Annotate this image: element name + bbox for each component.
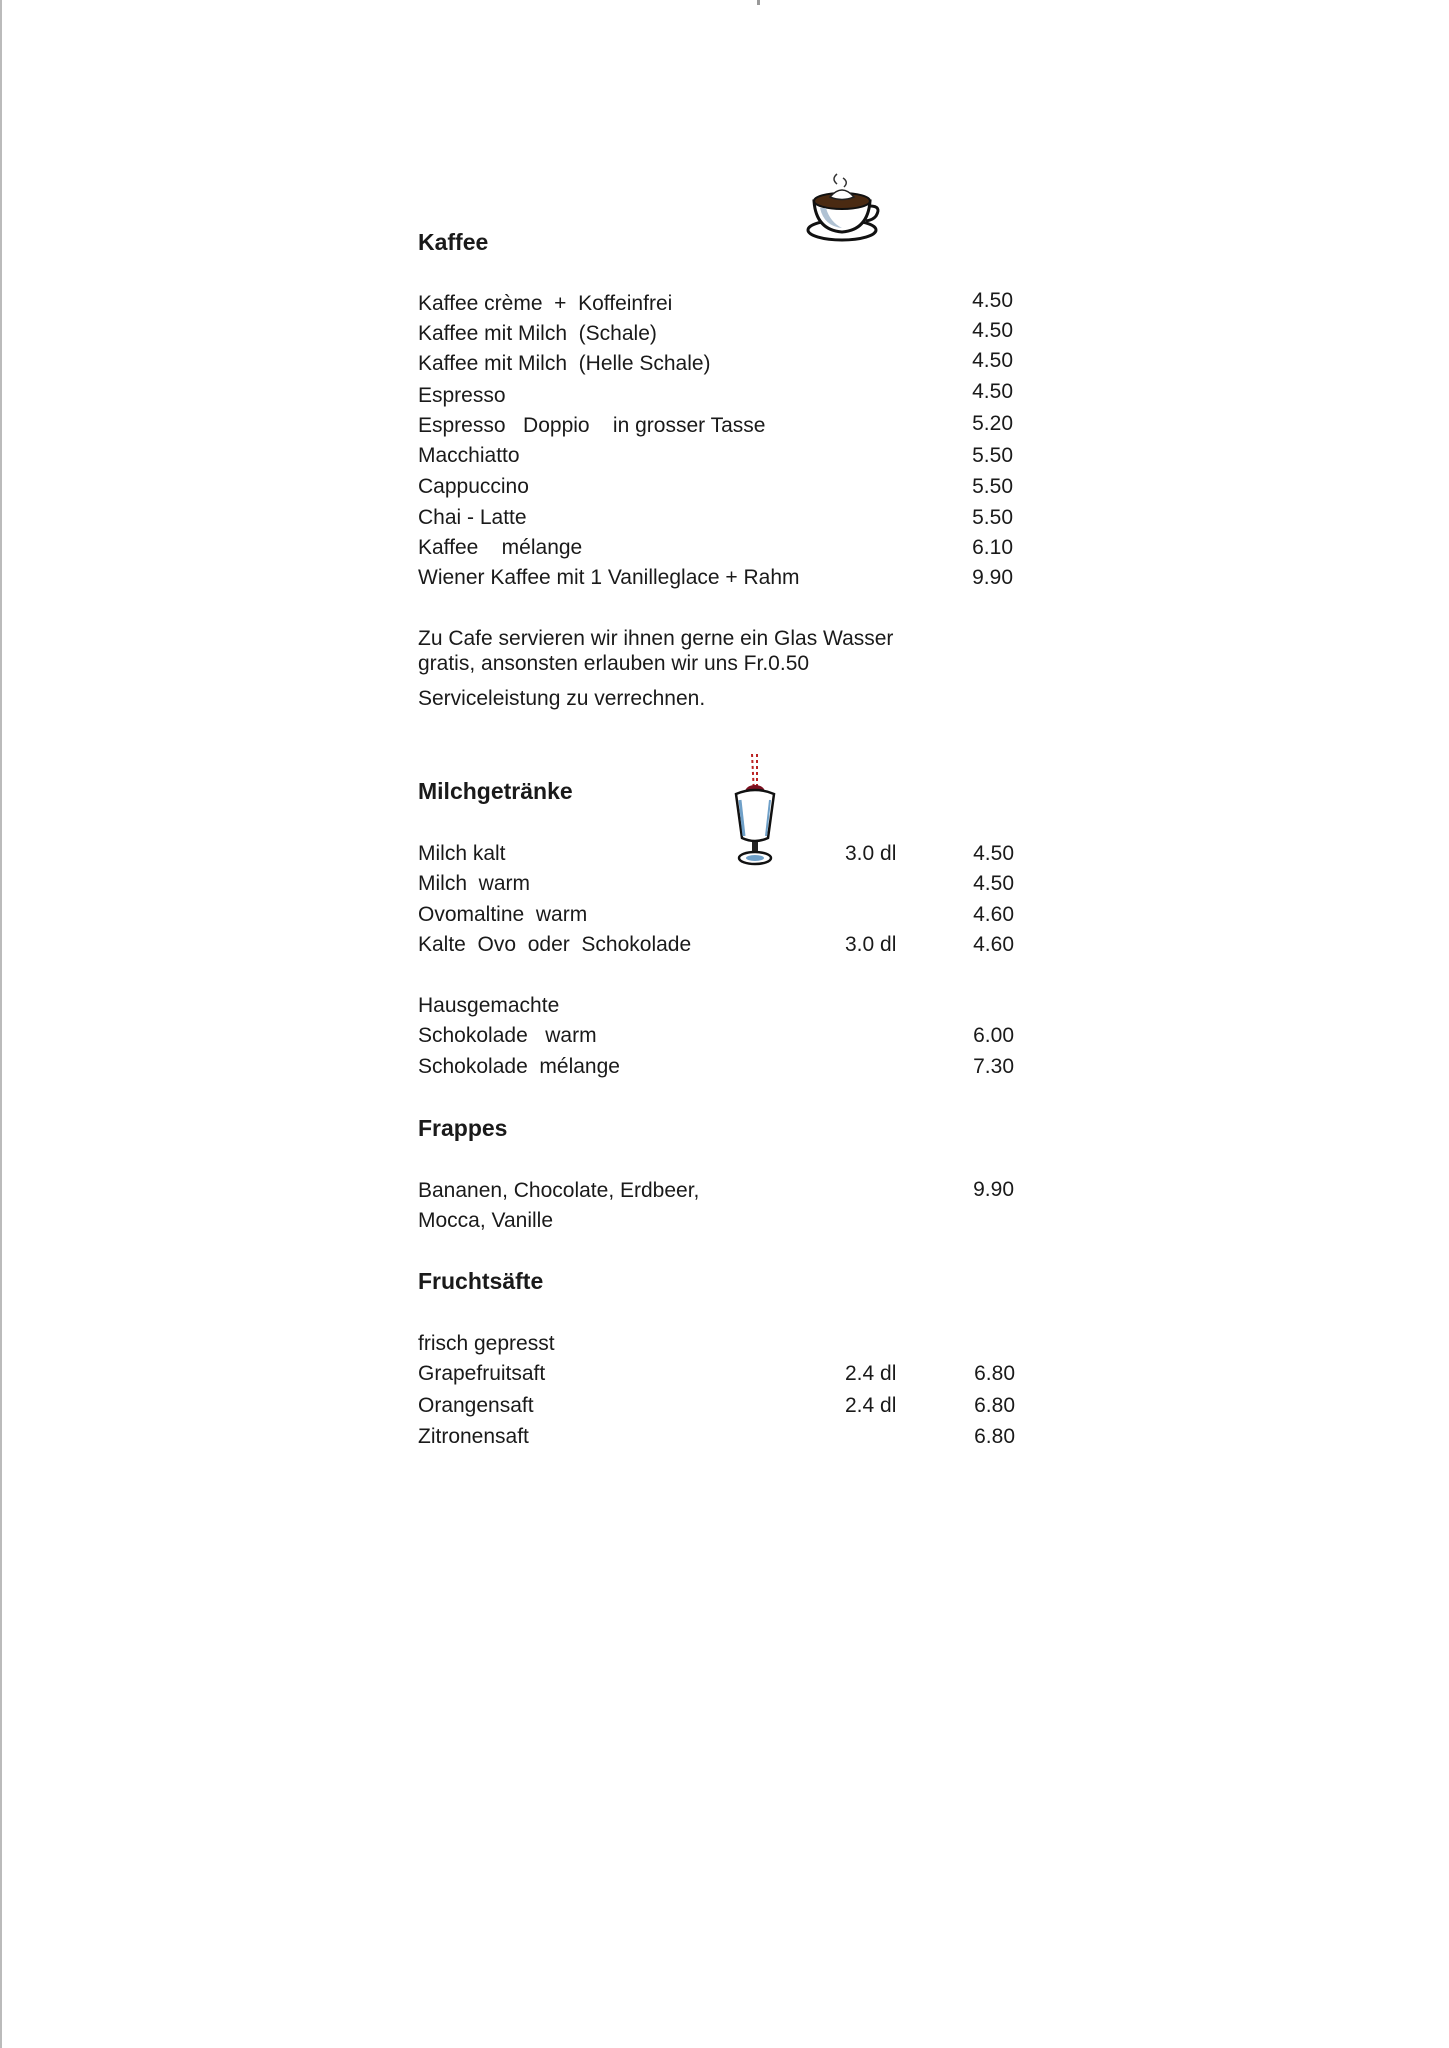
list-item: Macchiatto — [418, 444, 520, 467]
price: 6.10 — [972, 536, 1013, 559]
scan-edge-left — [0, 0, 2, 2048]
sub-heading-hausgemachte: Hausgemachte — [418, 994, 560, 1017]
list-item: Kaffee mélange — [418, 536, 583, 559]
list-item: Espresso Doppio in grosser Tasse — [418, 414, 766, 437]
sub-heading-frisch-gepresst: frisch gepresst — [418, 1332, 555, 1355]
price: 4.50 — [972, 349, 1013, 372]
list-item: Kaffee mit Milch (Schale) — [418, 322, 657, 345]
price: 4.60 — [973, 903, 1014, 926]
list-item: Zitronensaft — [418, 1425, 529, 1448]
scan-mark-top — [757, 0, 760, 5]
section-heading-milchgetraenke: Milchgetränke — [418, 778, 573, 804]
price: 6.80 — [974, 1425, 1015, 1448]
price: 6.00 — [973, 1024, 1014, 1047]
list-item: Schokolade warm — [418, 1024, 597, 1047]
price: 5.20 — [972, 412, 1013, 435]
list-item: Ovomaltine warm — [418, 903, 588, 926]
frappes-flavors-line-1: Bananen, Chocolate, Erdbeer, — [418, 1179, 700, 1202]
list-item: Cappuccino — [418, 475, 529, 498]
volume: 2.4 dl — [845, 1394, 897, 1417]
price: 9.90 — [973, 1178, 1014, 1201]
section-heading-kaffee: Kaffee — [418, 229, 489, 255]
milkshake-glass-icon — [730, 752, 780, 875]
water-note-line-1: Zu Cafe servieren wir ihnen gerne ein Glas Wasser — [418, 627, 894, 650]
list-item: Chai - Latte — [418, 506, 527, 529]
list-item: Wiener Kaffee mit 1 Vanilleglace + Rahm — [418, 566, 800, 589]
price: 4.50 — [972, 289, 1013, 312]
section-heading-frappes: Frappes — [418, 1115, 508, 1141]
list-item: Grapefruitsaft — [418, 1362, 546, 1385]
volume: 2.4 dl — [845, 1362, 897, 1385]
price: 5.50 — [972, 506, 1013, 529]
list-item: Kaffee mit Milch (Helle Schale) — [418, 352, 711, 375]
list-item: Espresso — [418, 384, 506, 407]
list-item: Kaffee crème + Koffeinfrei — [418, 292, 673, 315]
section-heading-fruchtsaefte: Fruchtsäfte — [418, 1268, 544, 1294]
list-item: Schokolade mélange — [418, 1055, 620, 1078]
water-note-line-3: Serviceleistung zu verrechnen. — [418, 687, 706, 710]
price: 5.50 — [972, 475, 1013, 498]
list-item: Orangensaft — [418, 1394, 534, 1417]
price: 9.90 — [972, 566, 1013, 589]
volume: 3.0 dl — [845, 933, 897, 956]
list-item: Kalte Ovo oder Schokolade — [418, 933, 692, 956]
price: 4.50 — [973, 842, 1014, 865]
coffee-cup-icon — [800, 168, 884, 257]
list-item: Milch warm — [418, 872, 531, 895]
water-note-line-2: gratis, ansonsten erlauben wir uns Fr.0.50 — [418, 652, 810, 675]
volume: 3.0 dl — [845, 842, 897, 865]
price: 4.60 — [973, 933, 1014, 956]
price: 5.50 — [972, 444, 1013, 467]
price: 4.50 — [973, 872, 1014, 895]
frappes-flavors-line-2: Mocca, Vanille — [418, 1209, 554, 1232]
price: 6.80 — [974, 1362, 1015, 1385]
list-item: Milch kalt — [418, 842, 506, 865]
price: 6.80 — [974, 1394, 1015, 1417]
price: 7.30 — [973, 1055, 1014, 1078]
price: 4.50 — [972, 380, 1013, 403]
price: 4.50 — [972, 319, 1013, 342]
